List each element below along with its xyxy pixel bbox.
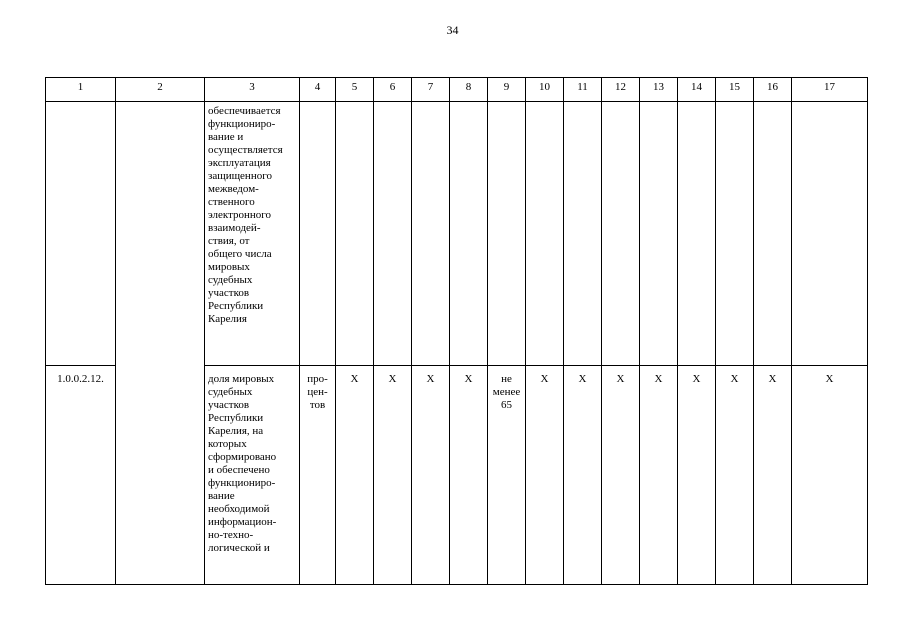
row2-code-cell: 1.0.0.2.12. — [46, 366, 116, 585]
row1-cell-17 — [792, 102, 868, 366]
row1-cell-8 — [450, 102, 488, 366]
row2-cell-13: Х — [640, 366, 678, 585]
header-row — [46, 78, 868, 102]
row2-cell-6: Х — [374, 366, 412, 585]
row2-cell-5: Х — [336, 366, 374, 585]
row2-cell-8: Х — [450, 366, 488, 585]
row1-cell-14 — [678, 102, 716, 366]
header-cell-11: 11 — [564, 78, 602, 102]
header-cell-5: 5 — [336, 78, 374, 102]
row2-cell-9: не менее 65 — [488, 366, 526, 585]
row1-cell-4 — [300, 102, 336, 366]
header-cell-16: 16 — [754, 78, 792, 102]
row1-cell-16 — [754, 102, 792, 366]
row1-cell-10 — [526, 102, 564, 366]
row1-indicator-text: обеспечивается функциониро- вание и осуществляется эксплуатация защищенного межведом- ственного электронного взаимодей- ствия, от общего числа мировых судебных участков Республики Карелия — [205, 102, 300, 366]
header-cell-8: 8 — [450, 78, 488, 102]
data-table — [45, 77, 868, 585]
row1-cell-11 — [564, 102, 602, 366]
header-cell-1: 1 — [46, 78, 116, 102]
row2-cell-11: Х — [564, 366, 602, 585]
row2-cell-17: Х — [792, 366, 868, 585]
row2-cell-7: Х — [412, 366, 450, 585]
row2-cell-10: Х — [526, 366, 564, 585]
header-cell-15: 15 — [716, 78, 754, 102]
header-cell-12: 12 — [602, 78, 640, 102]
row2-indicator-text: доля мировых судебных участков Республики Карелия, на которых сформировано и обеспечено функциониро- вание необходимой информацион- но-техно- логической и — [205, 366, 300, 585]
row1-cell-13 — [640, 102, 678, 366]
header-cell-2: 2 — [116, 78, 205, 102]
header-cell-10: 10 — [526, 78, 564, 102]
header-cell-13: 13 — [640, 78, 678, 102]
row1-cell-6 — [374, 102, 412, 366]
row1-cell-7 — [412, 102, 450, 366]
header-cell-9: 9 — [488, 78, 526, 102]
row1-cell-12 — [602, 102, 640, 366]
header-cell-17: 17 — [792, 78, 868, 102]
page-number: 34 — [446, 23, 459, 37]
header-cell-4: 4 — [300, 78, 336, 102]
row1-code-cell — [46, 102, 116, 366]
row1-cell-5 — [336, 102, 374, 366]
row2-cell-15: Х — [716, 366, 754, 585]
header-cell-6: 6 — [374, 78, 412, 102]
header-cell-14: 14 — [678, 78, 716, 102]
row2-cell-12: Х — [602, 366, 640, 585]
row1-cell-15 — [716, 102, 754, 366]
row1-cell-9 — [488, 102, 526, 366]
header-cell-7: 7 — [412, 78, 450, 102]
col2-merged-cell — [116, 102, 205, 585]
row2-unit-cell: про- цен- тов — [300, 366, 336, 585]
row2-cell-14: Х — [678, 366, 716, 585]
table-row — [46, 102, 868, 366]
header-cell-3: 3 — [205, 78, 300, 102]
row2-cell-16: Х — [754, 366, 792, 585]
